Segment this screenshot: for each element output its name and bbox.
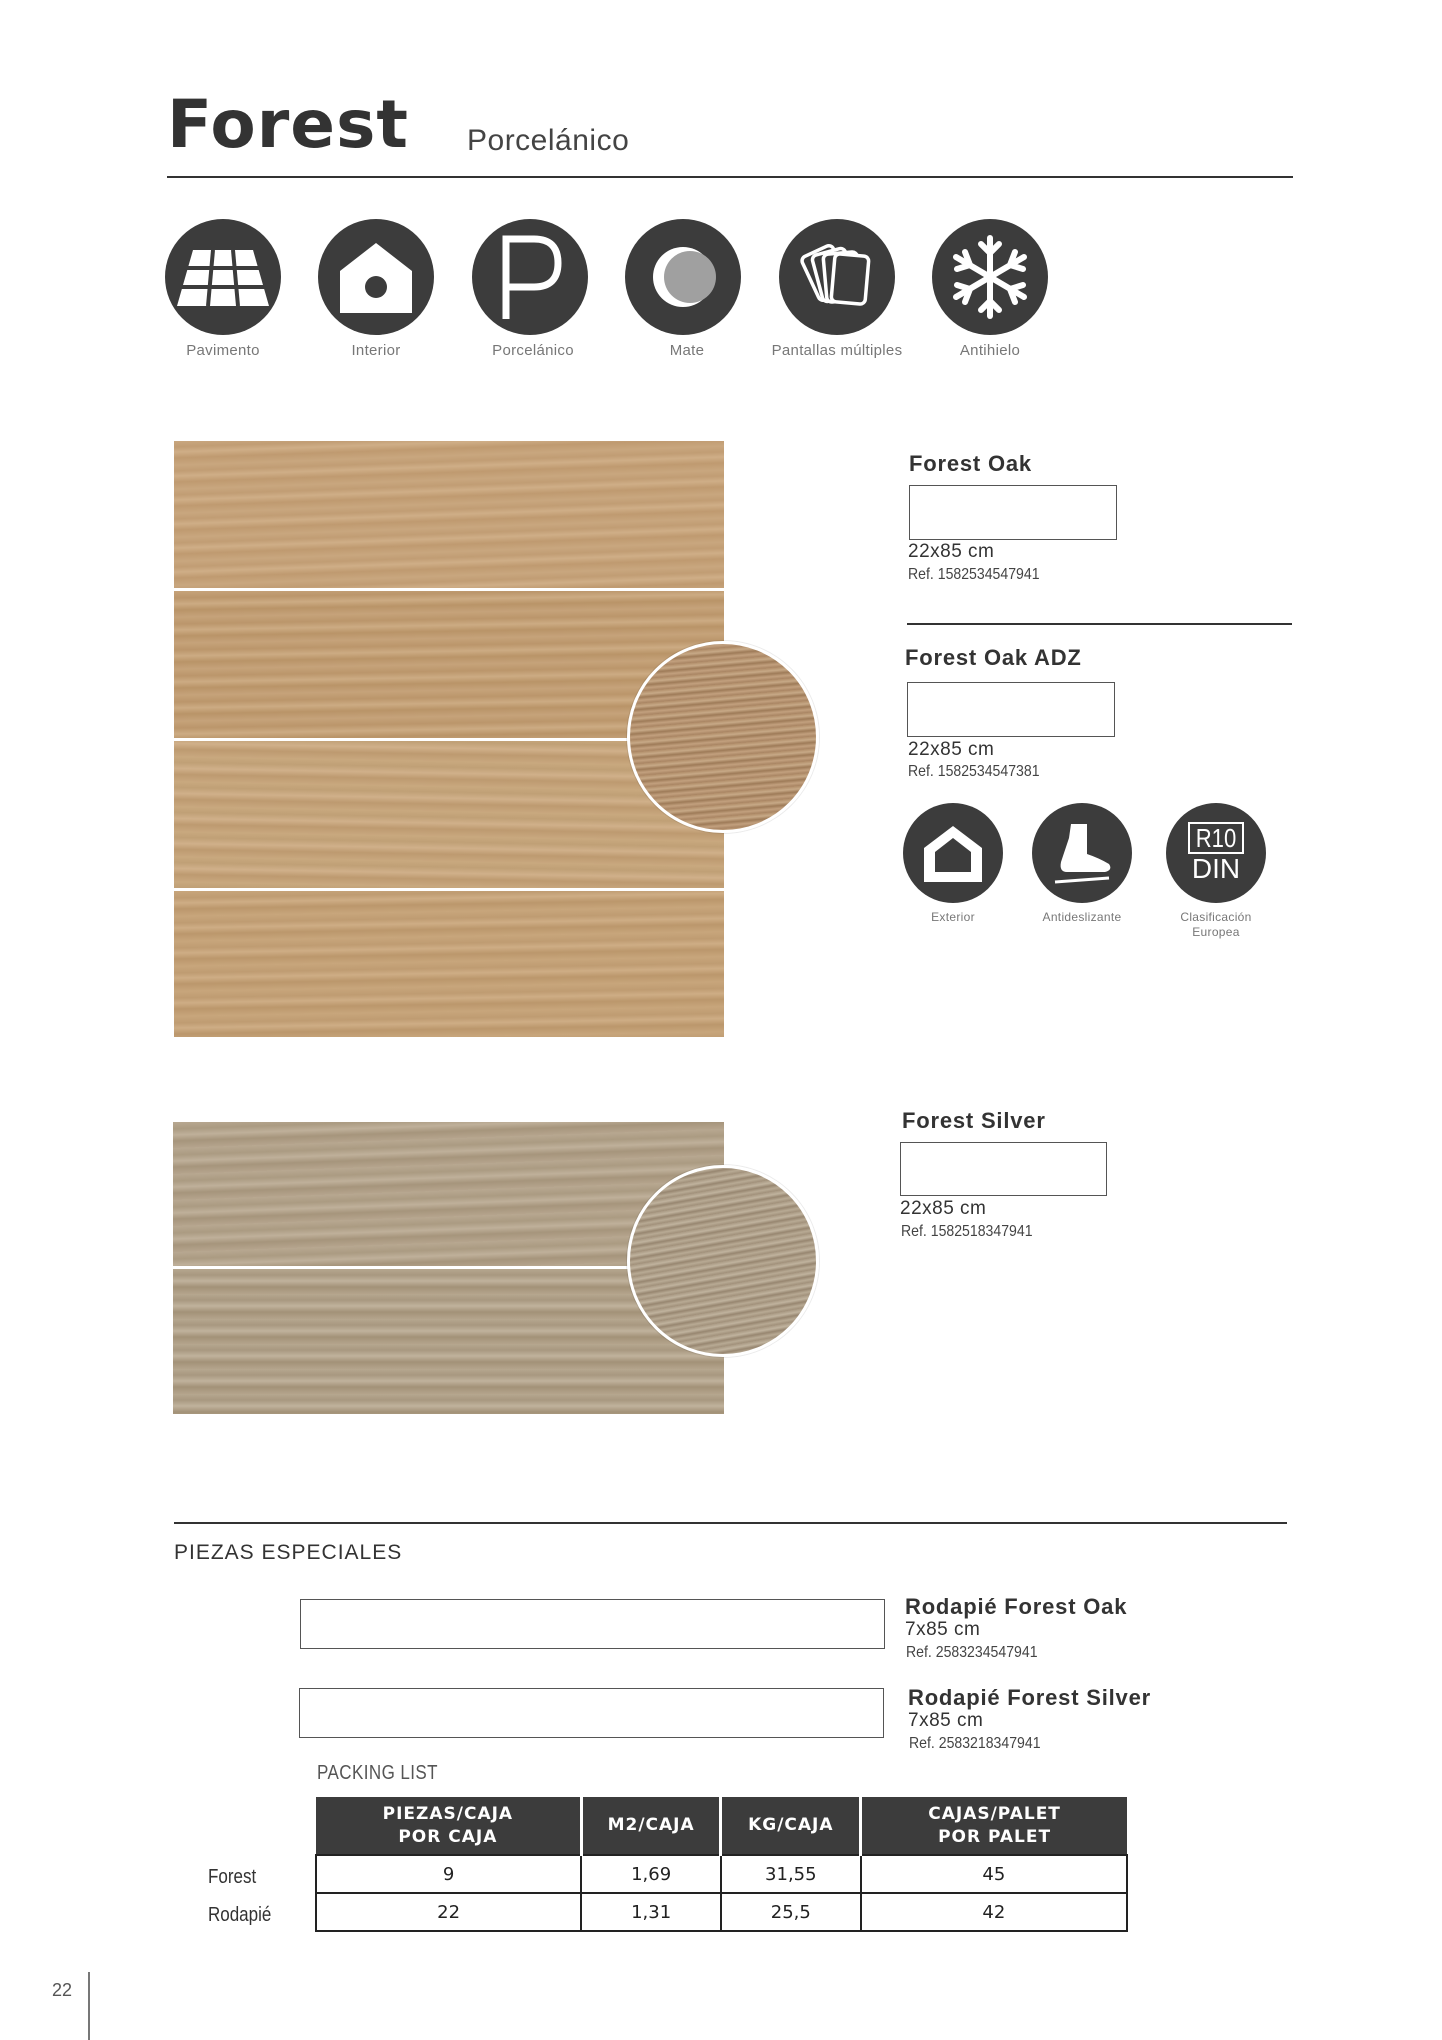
table-row-label: Forest (208, 1866, 257, 1888)
column-header: CAJAS/PALET POR PALET (861, 1797, 1127, 1855)
special-piece-ref: Ref. 2583234547941 (906, 1644, 1038, 1661)
house-outline-icon (903, 803, 1003, 903)
foot-icon (1032, 803, 1132, 903)
section-divider (174, 1522, 1287, 1524)
adz-feature-label: Antideslizante (1042, 910, 1122, 924)
product-swatch (900, 1142, 1107, 1196)
house-icon (318, 219, 434, 335)
table-cell: 1,31 (581, 1893, 721, 1931)
packing-table (315, 1797, 1128, 1932)
badge-top: R10 (1195, 823, 1237, 853)
feature-label: Pantallas múltiples (771, 342, 903, 359)
table-header-row (316, 1797, 1127, 1855)
special-piece-name: Rodapié Forest Oak (905, 1594, 1128, 1619)
letter-p-icon (472, 219, 588, 335)
r10-din-badge (1188, 822, 1244, 854)
page-title: Forest (167, 86, 409, 163)
header-divider (167, 176, 1293, 178)
r10-din-icon (1166, 803, 1266, 903)
product-ref: Ref. 1582518347941 (901, 1223, 1033, 1240)
adz-feature-label: Exterior (931, 910, 975, 924)
product-name: Forest Oak ADZ (905, 645, 1082, 670)
adz-feature-label: Clasificación Europea (1180, 910, 1252, 939)
wood-plank (174, 441, 724, 588)
special-piece-name: Rodapié Forest Silver (908, 1685, 1151, 1710)
special-piece-ref: Ref. 2583218347941 (909, 1735, 1041, 1752)
page-number: 22 (52, 1980, 73, 2000)
section-heading: PIEZAS ESPECIALES (174, 1541, 403, 1564)
special-piece-swatch (299, 1688, 884, 1738)
feature-label: Antihielo (959, 342, 1021, 359)
badge-bottom: DIN (1191, 853, 1241, 884)
packing-list-title: PACKING LIST (317, 1762, 438, 1784)
forest-oak-texture-zoom (627, 641, 819, 833)
product-ref: Ref. 1582534547941 (908, 566, 1040, 583)
table-cell: 42 (861, 1893, 1127, 1931)
feature-label: Mate (669, 342, 705, 359)
forest-silver-texture-zoom (627, 1165, 819, 1357)
page-number-bar (88, 1972, 90, 2040)
table-row (316, 1893, 1127, 1931)
table-cell: 1,69 (581, 1855, 721, 1893)
snowflake-icon (932, 219, 1048, 335)
special-piece-size: 7x85 cm (905, 1619, 981, 1640)
floor-tiles-icon (165, 219, 281, 335)
product-swatch (907, 682, 1115, 737)
page-subtitle: Porcelánico (467, 124, 630, 157)
product-size: 22x85 cm (900, 1198, 987, 1219)
table-cell: 9 (316, 1855, 581, 1893)
column-header: KG/CAJA (721, 1797, 861, 1855)
product-name: Forest Oak (909, 451, 1032, 476)
matte-moon-icon (625, 219, 741, 335)
wood-plank (174, 891, 724, 1037)
table-cell: 25,5 (721, 1893, 861, 1931)
stacked-cards-icon (779, 219, 895, 335)
table-row-label: Rodapié (208, 1904, 272, 1926)
product-divider (907, 623, 1292, 625)
product-name: Forest Silver (902, 1108, 1046, 1133)
special-piece-swatch (300, 1599, 885, 1649)
table-cell: 22 (316, 1893, 581, 1931)
column-header: PIEZAS/CAJA POR CAJA (316, 1797, 581, 1855)
table-row (316, 1855, 1127, 1893)
product-swatch (909, 485, 1117, 540)
feature-label: Pavimento (186, 342, 260, 359)
product-size: 22x85 cm (908, 541, 995, 562)
table-cell: 45 (861, 1855, 1127, 1893)
product-size: 22x85 cm (908, 739, 995, 760)
product-ref: Ref. 1582534547381 (908, 763, 1040, 780)
column-header: M2/CAJA (581, 1797, 721, 1855)
table-cell: 31,55 (721, 1855, 861, 1893)
special-piece-size: 7x85 cm (908, 1710, 984, 1731)
feature-label: Porcelánico (492, 342, 574, 359)
feature-label: Interior (351, 342, 401, 359)
